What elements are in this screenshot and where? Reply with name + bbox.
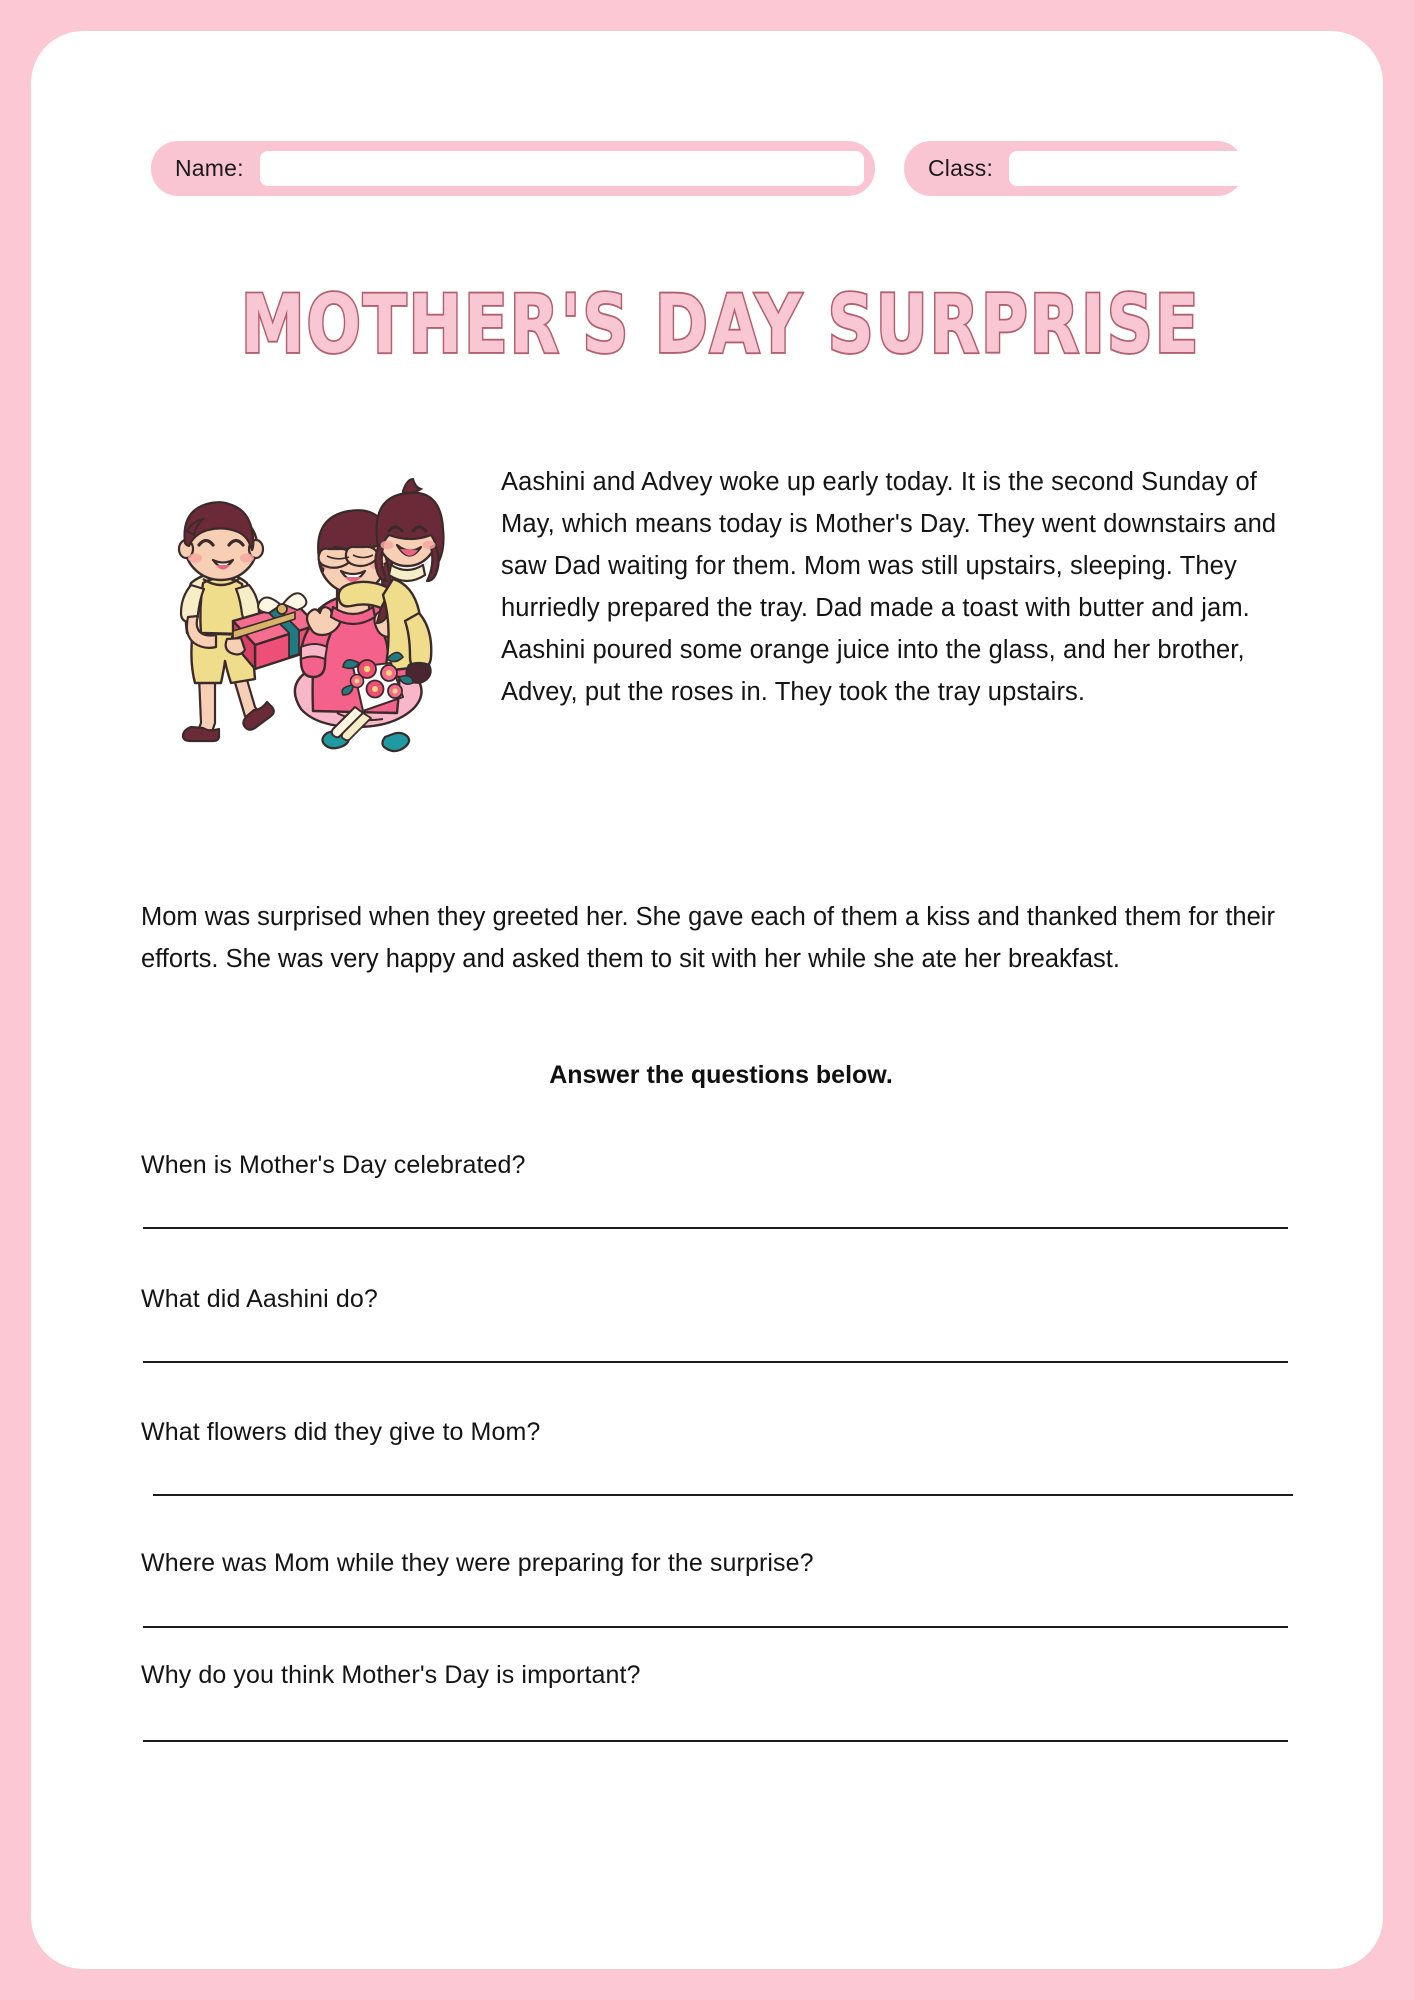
answer-line-4[interactable] bbox=[143, 1626, 1288, 1628]
story-section bbox=[141, 461, 1301, 781]
story-paragraph-2: Mom was surprised when they greeted her. She gave each of them a kiss and thanked them for their efforts. She was very happy and asked them to sit with her while she ate her breakfast. bbox=[141, 903, 1275, 973]
question-block-4 bbox=[141, 1549, 1301, 1628]
question-text-1: When is Mother's Day celebrated? bbox=[141, 1151, 526, 1179]
question-text-4: Where was Mom while they were preparing for the surprise? bbox=[141, 1549, 814, 1577]
worksheet-page bbox=[31, 31, 1383, 1969]
answer-line-2[interactable] bbox=[143, 1361, 1288, 1363]
name-input[interactable] bbox=[260, 151, 864, 186]
question-text-2: What did Aashini do? bbox=[141, 1285, 378, 1313]
answer-line-5[interactable] bbox=[143, 1740, 1288, 1742]
title-container bbox=[141, 277, 1301, 372]
name-field-group bbox=[151, 141, 875, 196]
student-info-row bbox=[151, 141, 1296, 196]
class-field-group bbox=[904, 141, 1244, 196]
question-block-1 bbox=[141, 1151, 1301, 1229]
question-block-3 bbox=[141, 1418, 1301, 1496]
worksheet-content bbox=[141, 31, 1301, 1969]
question-block-2 bbox=[141, 1285, 1301, 1363]
question-text-5: Why do you think Mother's Day is important? bbox=[141, 1661, 641, 1689]
class-label: Class: bbox=[928, 155, 994, 181]
questions-list bbox=[141, 1151, 1301, 1742]
name-label: Name: bbox=[175, 155, 244, 181]
mothers-day-family-illustration bbox=[141, 461, 471, 781]
question-text-3: What flowers did they give to Mom? bbox=[141, 1418, 541, 1446]
story-paragraph-1: Aashini and Advey woke up early today. It is the second Sunday of May, which means today is Mother's Day. They went downstairs and saw Dad waiting for them. Mom was still upstairs, sleeping. They hurriedly prepared the tray. Dad made a toast with butter and jam. Aashini poured some orange juice into the glass, and her brother, Advey, put the roses in. They took the tray upstairs. bbox=[501, 468, 1277, 706]
question-block-5 bbox=[141, 1661, 1301, 1742]
instruction-heading: Answer the questions below. bbox=[549, 1061, 893, 1089]
worksheet-title: MOTHER'S DAY SURPRISE bbox=[241, 277, 1201, 372]
answer-line-1[interactable] bbox=[143, 1227, 1288, 1229]
answer-line-3[interactable] bbox=[153, 1494, 1293, 1496]
class-input[interactable] bbox=[1009, 151, 1294, 186]
